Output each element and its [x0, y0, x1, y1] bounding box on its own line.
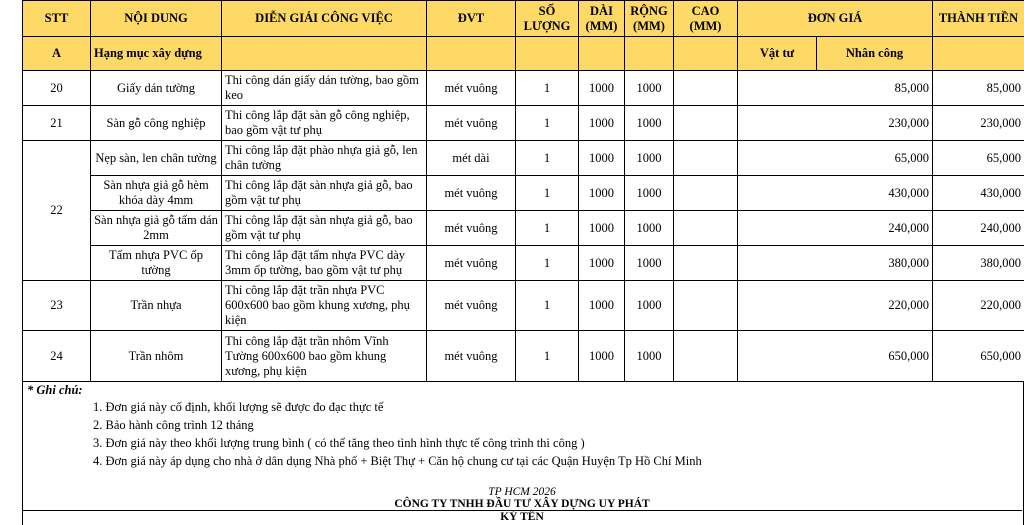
row-price: 650,000 — [738, 331, 933, 382]
row-price: 65,000 — [738, 141, 933, 176]
row-content: Trần nhựa — [91, 281, 222, 331]
row-width: 1000 — [625, 176, 674, 211]
row-width: 1000 — [625, 106, 674, 141]
header-quantity: SỐ LƯỢNG — [516, 1, 579, 37]
row-width: 1000 — [625, 331, 674, 382]
row-quantity: 1 — [516, 331, 579, 382]
row-length: 1000 — [579, 71, 625, 106]
row-content: Giấy dán tường — [91, 71, 222, 106]
row-description: Thi công lắp đặt phào nhựa giả gỗ, len chân tường — [222, 141, 427, 176]
header-stt: STT — [23, 1, 91, 37]
row-description: Thi công lắp đặt tấm nhựa PVC dày 3mm ốp tường, bao gồm vật tư phụ — [222, 246, 427, 281]
row-stt: 21 — [23, 106, 91, 141]
row-total: 65,000 — [933, 141, 1024, 176]
row-total: 230,000 — [933, 106, 1024, 141]
footer-sign: KÝ TÊN — [500, 511, 544, 523]
row-unit: mét vuông — [427, 176, 516, 211]
notes-title: * Ghi chú: — [27, 383, 83, 397]
table-row — [23, 141, 1024, 176]
row-quantity: 1 — [516, 71, 579, 106]
category-row — [23, 37, 1024, 71]
row-width: 1000 — [625, 71, 674, 106]
row-stt: 20 — [23, 71, 91, 106]
row-unit: mét vuông — [427, 211, 516, 246]
row-length: 1000 — [579, 246, 625, 281]
row-width: 1000 — [625, 246, 674, 281]
table-row — [23, 211, 1024, 246]
row-stt: 22 — [23, 141, 91, 281]
header-description: DIỄN GIẢI CÔNG VIỆC — [222, 1, 427, 37]
row-total: 650,000 — [933, 331, 1024, 382]
row-length: 1000 — [579, 106, 625, 141]
row-content: Trần nhôm — [91, 331, 222, 382]
row-content: Sàn nhựa giả gỗ tấm dán 2mm — [91, 211, 222, 246]
note-item: 2. Bảo hành công trình 12 tháng — [93, 418, 254, 432]
row-total: 220,000 — [933, 281, 1024, 331]
header-material: Vật tư — [738, 37, 817, 71]
row-description: Thi công dán giấy dán tường, bao gồm keo — [222, 71, 427, 106]
row-content: Sàn nhựa giả gỗ hèm khóa dày 4mm — [91, 176, 222, 211]
row-unit: mét vuông — [427, 71, 516, 106]
row-width: 1000 — [625, 141, 674, 176]
row-width: 1000 — [625, 211, 674, 246]
row-length: 1000 — [579, 211, 625, 246]
row-unit: mét vuông — [427, 281, 516, 331]
row-content: Sàn gỗ công nghiệp — [91, 106, 222, 141]
row-description: Thi công lắp đặt sàn nhựa giả gỗ, bao gồm vật tư phụ — [222, 211, 427, 246]
row-quantity: 1 — [516, 106, 579, 141]
row-width: 1000 — [625, 281, 674, 331]
row-length: 1000 — [579, 141, 625, 176]
row-quantity: 1 — [516, 211, 579, 246]
row-quantity: 1 — [516, 281, 579, 331]
row-stt: 24 — [23, 331, 91, 382]
header-content: NỘI DUNG — [91, 1, 222, 37]
row-unit: mét vuông — [427, 331, 516, 382]
row-unit: mét vuông — [427, 106, 516, 141]
table-row — [23, 71, 1024, 106]
row-quantity: 1 — [516, 176, 579, 211]
row-unit: mét vuông — [427, 246, 516, 281]
row-total: 240,000 — [933, 211, 1024, 246]
header-height: CAO (MM) — [674, 1, 738, 37]
row-length: 1000 — [579, 176, 625, 211]
row-description: Thi công lắp đặt trần nhựa PVC 600x600 bao gồm khung xương, phụ kiện — [222, 281, 427, 331]
header-unit-price: ĐƠN GIÁ — [738, 1, 933, 37]
row-total: 380,000 — [933, 246, 1024, 281]
table-row — [23, 246, 1024, 281]
quote-table — [22, 0, 1024, 382]
header-width: RỘNG (MM) — [625, 1, 674, 37]
row-price: 240,000 — [738, 211, 933, 246]
row-price: 230,000 — [738, 106, 933, 141]
category-code: A — [23, 37, 91, 71]
note-item: 4. Đơn giá này áp dụng cho nhà ở dân dụng Nhà phố + Biệt Thự + Căn hộ chung cư tại các Quận Huyện Tp Hồ Chí Minh — [93, 454, 702, 468]
header-labor: Nhân công — [817, 37, 933, 71]
row-description: Thi công lắp đặt sàn gỗ công nghiệp, bao gồm vật tư phụ — [222, 106, 427, 141]
row-stt: 23 — [23, 281, 91, 331]
note-item: 1. Đơn giá này cố định, khối lượng sẽ được đo đạc thực tế — [93, 400, 384, 414]
row-total: 85,000 — [933, 71, 1024, 106]
row-description: Thi công lắp đặt sàn nhựa giả gỗ, bao gồm vật tư phụ — [222, 176, 427, 211]
row-price: 85,000 — [738, 71, 933, 106]
row-quantity: 1 — [516, 141, 579, 176]
header-total: THÀNH TIỀN — [933, 1, 1024, 37]
table-row — [23, 106, 1024, 141]
row-unit: mét dài — [427, 141, 516, 176]
footer-company: CÔNG TY TNHH ĐẦU TƯ XÂY DỰNG UY PHÁT — [394, 498, 650, 510]
row-content: Tấm nhựa PVC ốp tường — [91, 246, 222, 281]
row-description: Thi công lắp đặt trần nhôm Vĩnh Tường 600x600 bao gồm khung xương, phụ kiện — [222, 331, 427, 382]
category-name: Hạng mục xây dựng — [91, 37, 222, 71]
row-total: 430,000 — [933, 176, 1024, 211]
header-length: DÀI (MM) — [579, 1, 625, 37]
row-length: 1000 — [579, 331, 625, 382]
header-unit: ĐVT — [427, 1, 516, 37]
row-quantity: 1 — [516, 246, 579, 281]
table-row — [23, 331, 1024, 382]
row-price: 430,000 — [738, 176, 933, 211]
header-row — [23, 1, 1024, 37]
row-price: 220,000 — [738, 281, 933, 331]
row-content: Nẹp sàn, len chân tường — [91, 141, 222, 176]
row-price: 380,000 — [738, 246, 933, 281]
table-row — [23, 281, 1024, 331]
row-length: 1000 — [579, 281, 625, 331]
note-item: 3. Đơn giá này theo khối lượng trung bình ( có thể tăng theo tình hình thực tế công trình thi công ) — [93, 436, 585, 450]
table-row — [23, 176, 1024, 211]
footer-place: TP HCM 2026 — [488, 486, 556, 498]
